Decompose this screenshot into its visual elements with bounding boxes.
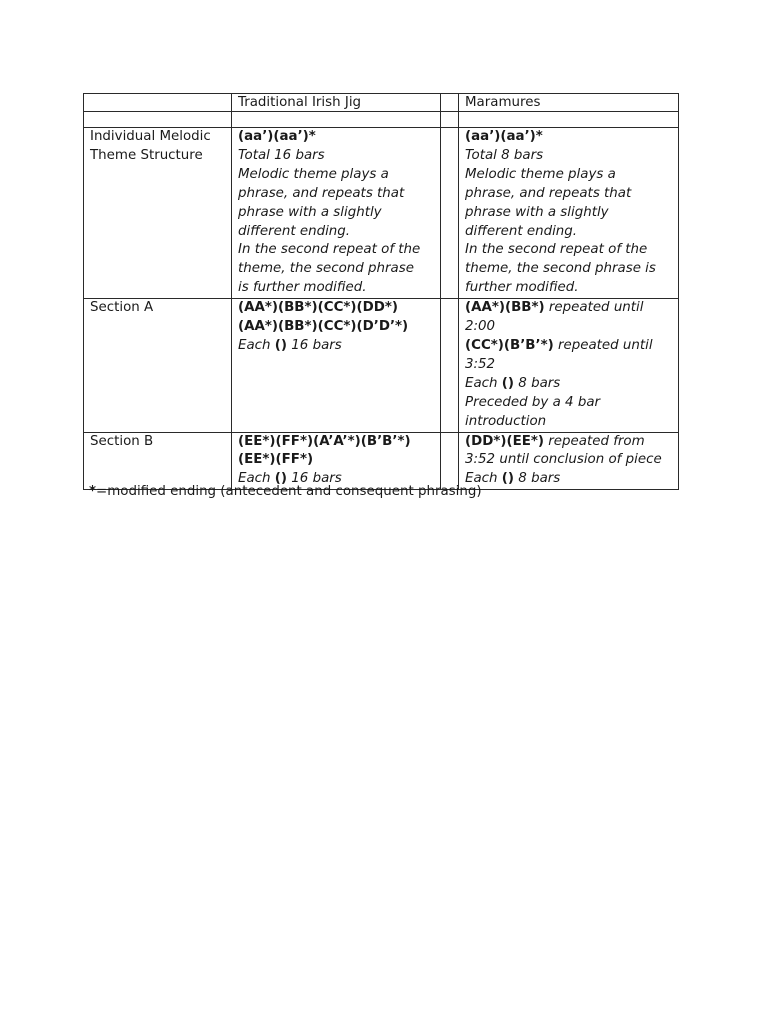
each-paren: () [501, 375, 515, 391]
section-note: repeated until [553, 337, 653, 353]
each-suffix: 16 bars [287, 337, 342, 353]
each-suffix: 8 bars [514, 471, 561, 487]
gap-cell [441, 299, 459, 432]
irish-section-a-formula: (AA*)(BB*)(CC*)(D’D’*) [238, 319, 409, 335]
maramures-section-a-time: 2:00 [465, 319, 496, 335]
irish-theme-desc-line: Melodic theme plays a [238, 166, 389, 182]
irish-section-a-formula: (AA*)(BB*)(CC*)(DD*) [238, 300, 398, 316]
each-paren: () [274, 471, 288, 487]
spacer-cell [459, 112, 679, 128]
irish-theme-desc-line: phrase, and repeats that [238, 185, 405, 201]
gap-cell [441, 128, 459, 299]
maramures-theme-desc-line: phrase, and repeats that [465, 185, 632, 201]
header-irish-jig: Traditional Irish Jig [232, 94, 441, 112]
maramures-theme-desc-line: phrase with a slightly [465, 204, 609, 220]
table-spacer-row [84, 112, 679, 128]
each-prefix: Each [465, 375, 502, 391]
maramures-section-b-line [465, 433, 672, 452]
irish-theme-desc-line: is further modified. [238, 280, 367, 296]
maramures-section-a-each [465, 375, 672, 394]
row-label-section-b: Section B [84, 432, 232, 490]
table-header-row [84, 94, 679, 112]
maramures-theme-desc-line: further modified. [465, 280, 579, 296]
section-formula: (DD*)(EE*) [465, 433, 545, 449]
table-row-theme-structure [84, 128, 679, 299]
irish-theme-cell [232, 128, 441, 299]
irish-section-a-each [238, 337, 434, 356]
maramures-theme-cell [459, 128, 679, 299]
irish-section-b-formula: (EE*)(FF*)(A’A’*)(B’B’*) [238, 433, 411, 449]
maramures-section-b-time: 3:52 until conclusion of piece [465, 452, 662, 468]
footnote-text: =modified ending (antecedent and consequent phrasing) [96, 484, 482, 499]
irish-section-a-cell [232, 299, 441, 432]
irish-theme-bars: Total 16 bars [238, 147, 325, 163]
maramures-theme-desc-line: In the second repeat of the [465, 242, 648, 258]
irish-theme-desc-line: In the second repeat of the [238, 242, 421, 258]
footnote [89, 483, 482, 501]
row-label-line: Individual Melodic [90, 129, 211, 144]
row-label-line: Theme Structure [90, 147, 203, 163]
footnote-symbol: * [89, 484, 97, 499]
comparison-table [83, 93, 679, 490]
maramures-section-b-each [465, 470, 672, 489]
maramures-theme-desc-line: different ending. [465, 223, 578, 239]
maramures-section-a-intro: introduction [465, 413, 547, 429]
maramures-section-a-time: 3:52 [465, 356, 496, 372]
maramures-theme-desc-line: theme, the second phrase is [465, 261, 656, 277]
header-gap-cell [441, 94, 459, 112]
gap-cell [441, 432, 459, 490]
maramures-section-a-cell [459, 299, 679, 432]
section-note: repeated until [544, 300, 644, 316]
spacer-cell [232, 112, 441, 128]
header-maramures: Maramures [459, 94, 679, 112]
table-row-section-b [84, 432, 679, 490]
each-paren: () [274, 337, 288, 353]
irish-section-b-formula: (EE*)(FF*) [238, 452, 314, 468]
spacer-cell [441, 112, 459, 128]
each-suffix: 16 bars [287, 471, 342, 487]
each-prefix: Each [238, 337, 275, 353]
maramures-theme-desc-line: Melodic theme plays a [465, 166, 616, 182]
row-label-section-a: Section A [84, 299, 232, 432]
maramures-section-a-line [465, 299, 672, 318]
maramures-section-a-intro: Preceded by a 4 bar [465, 394, 601, 410]
maramures-theme-formula: (aa’)(aa’)* [465, 129, 543, 144]
maramures-section-a-line [465, 337, 672, 356]
each-prefix: Each [238, 471, 275, 487]
maramures-section-b-cell [459, 432, 679, 490]
spacer-cell [84, 112, 232, 128]
section-formula: (CC*)(B’B’*) [465, 337, 554, 353]
irish-theme-desc-line: theme, the second phrase [238, 261, 414, 277]
each-suffix: 8 bars [514, 375, 561, 391]
irish-theme-formula: (aa’)(aa’)* [238, 129, 316, 144]
section-note: repeated from [544, 433, 645, 449]
each-paren: () [501, 471, 515, 487]
row-label-theme-structure [84, 128, 232, 299]
table-row-section-a [84, 299, 679, 432]
irish-theme-desc-line: phrase with a slightly [238, 204, 382, 220]
section-formula: (AA*)(BB*) [465, 300, 545, 316]
maramures-theme-bars: Total 8 bars [465, 147, 544, 163]
irish-section-b-cell [232, 432, 441, 490]
header-label-cell [84, 94, 232, 112]
irish-theme-desc-line: different ending. [238, 223, 351, 239]
each-prefix: Each [465, 471, 502, 487]
